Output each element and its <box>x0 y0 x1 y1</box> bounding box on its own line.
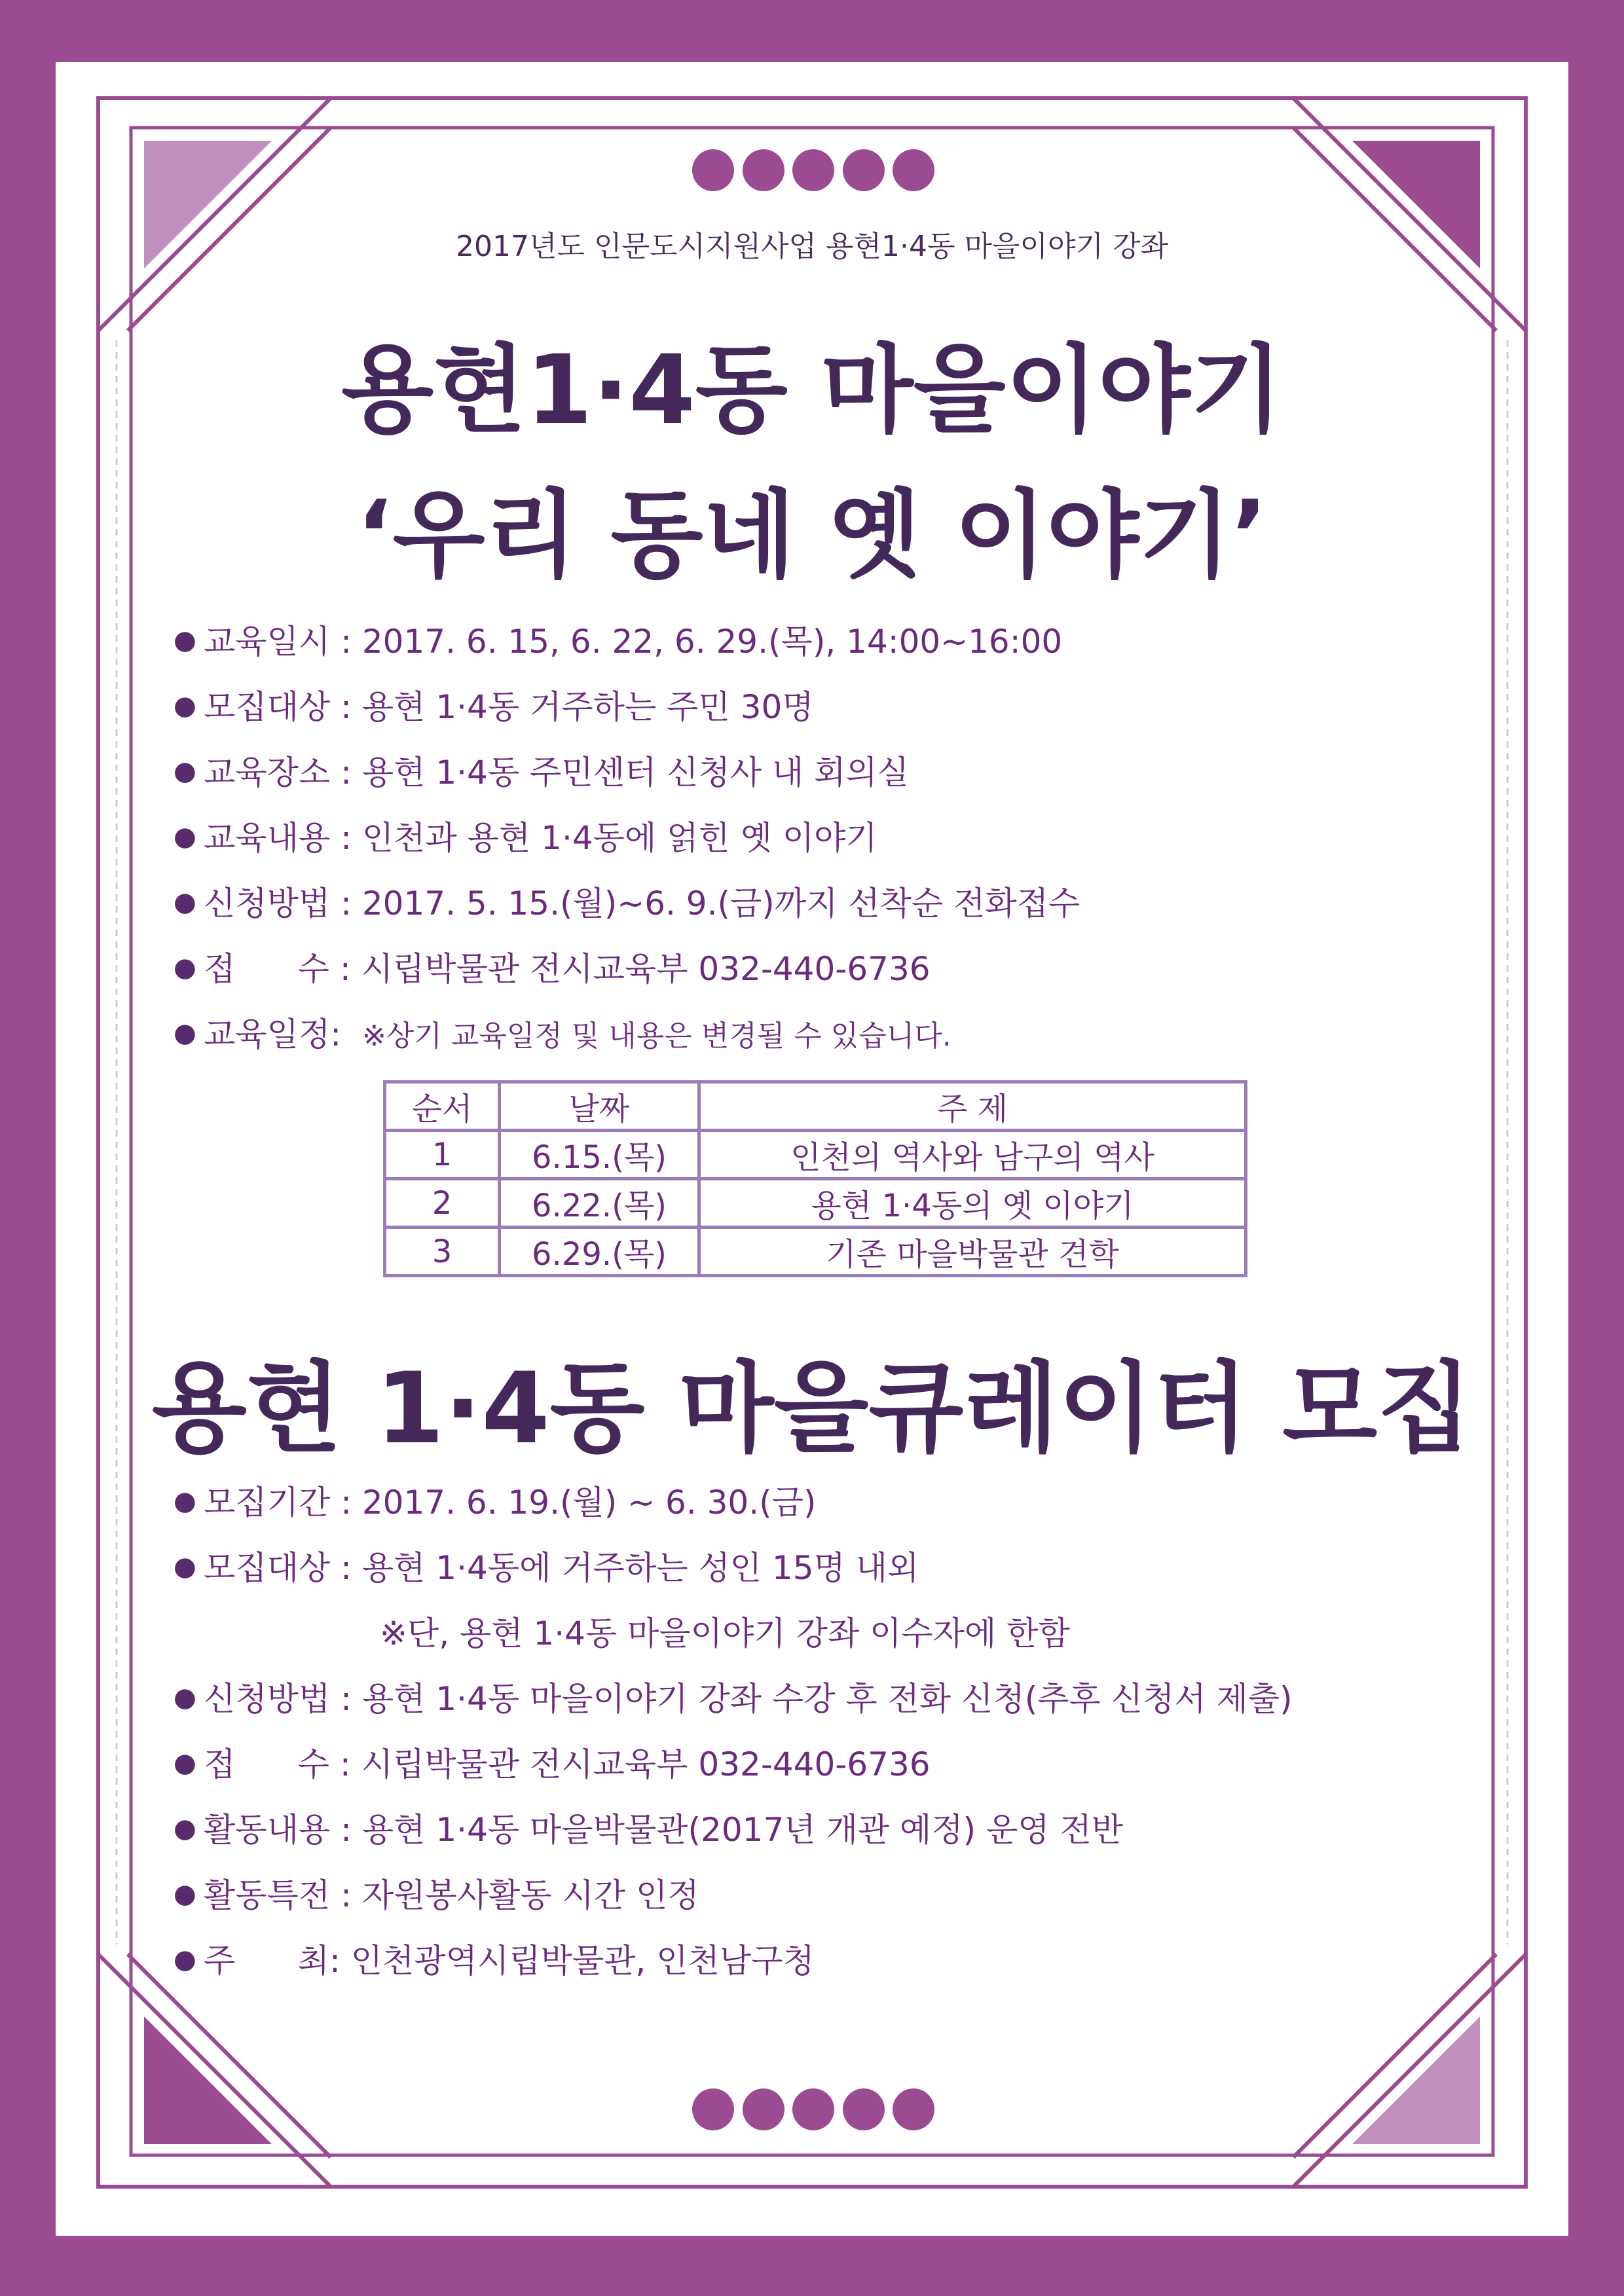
bullet-icon: ● <box>174 691 196 721</box>
info-label: 접 수 : <box>204 950 361 988</box>
table-cell: 6.15.(목) <box>500 1131 699 1179</box>
dot <box>893 149 934 191</box>
table-cell: 기존 마을박물관 견학 <box>699 1228 1246 1276</box>
info-value: 용현 1·4동에 거주하는 성인 15명 내외 <box>361 1549 919 1587</box>
bullet-icon: ● <box>174 822 196 852</box>
curator-line-target <box>174 1549 919 1587</box>
info-label: 교육내용 : <box>204 819 362 857</box>
info-value: 2017. 5. 15.(월)~6. 9.(금)까지 선착순 전화접수 <box>361 884 1080 922</box>
info-value: 인천광역시립박물관, 인천남구청 <box>350 1942 815 1980</box>
table-row <box>385 1228 1246 1276</box>
table-header-cell: 주 제 <box>699 1082 1246 1131</box>
curator-line-host <box>174 1942 815 1980</box>
bullet-icon: ● <box>174 953 196 983</box>
curator-line-apply <box>174 1680 1293 1718</box>
info-label: 활동특전 : <box>204 1876 362 1914</box>
main-title-line-1: 용현1·4동 마을이야기 <box>341 335 1283 446</box>
bullet-icon: ● <box>174 1748 196 1778</box>
table-cell: 2 <box>385 1179 500 1228</box>
table-row <box>385 1131 1246 1179</box>
info-line-place <box>174 754 910 792</box>
info-line-schedule <box>174 1015 951 1053</box>
info-line-content <box>174 819 877 857</box>
main-title-line-2: ‘우리 동네 옛 이야기’ <box>356 480 1268 591</box>
info-value: 용현 1·4동 마을박물관(2017년 개관 예정) 운영 전반 <box>361 1811 1124 1849</box>
bullet-icon: ● <box>174 625 196 655</box>
info-value: 인천과 용현 1·4동에 얽힌 옛 이야기 <box>361 819 877 857</box>
curator-line-note <box>380 1614 1070 1652</box>
bullet-icon: ● <box>174 1813 196 1844</box>
dot <box>692 149 734 191</box>
curator-title: 용현 1·4동 마을큐레이터 모집 <box>151 1352 1473 1466</box>
info-line-target <box>174 688 814 726</box>
info-label: 모집대상 : <box>204 688 362 726</box>
schedule-table <box>383 1080 1247 1277</box>
info-label: 주 최: <box>204 1942 351 1980</box>
dot <box>743 149 784 191</box>
bottom-dots <box>692 2088 934 2132</box>
info-value: 2017. 6. 15, 6. 22, 6. 29.(목), 14:00~16:00 <box>361 623 1063 661</box>
table-cell: 6.22.(목) <box>500 1179 699 1228</box>
bullet-icon: ● <box>174 1879 196 1909</box>
bullet-icon: ● <box>174 1018 196 1048</box>
info-value: ※단, 용현 1·4동 마을이야기 강좌 이수자에 한함 <box>380 1614 1070 1652</box>
info-label: 신청방법 : <box>204 884 362 922</box>
info-value: 용현 1·4동 거주하는 주민 30명 <box>361 688 814 726</box>
dot <box>843 2088 885 2130</box>
table-row <box>385 1179 1246 1228</box>
bullet-icon: ● <box>174 756 196 786</box>
dot <box>893 2088 934 2130</box>
info-label: 교육일정: <box>204 1015 362 1053</box>
info-label: 활동내용 : <box>204 1811 362 1849</box>
info-value: 용현 1·4동 마을이야기 강좌 수강 후 전화 신청(추후 신청서 제출) <box>361 1680 1293 1718</box>
table-cell: 3 <box>385 1228 500 1276</box>
dot <box>792 149 834 191</box>
bullet-icon: ● <box>174 1944 196 1975</box>
info-label: 신청방법 : <box>204 1680 362 1718</box>
curator-line-period <box>174 1484 817 1522</box>
table-cell: 1 <box>385 1131 500 1179</box>
info-value: 용현 1·4동 주민센터 신청사 내 회의실 <box>361 754 910 792</box>
info-line-contact <box>174 950 931 988</box>
dot <box>843 149 885 191</box>
table-header-row <box>385 1082 1246 1131</box>
curator-line-activity <box>174 1811 1124 1849</box>
info-label: 모집대상 : <box>204 1549 362 1587</box>
table-cell: 6.29.(목) <box>500 1228 699 1276</box>
info-value: ※상기 교육일정 및 내용은 변경될 수 있습니다. <box>361 1019 951 1053</box>
table-cell: 용현 1·4동의 옛 이야기 <box>699 1179 1246 1228</box>
info-value: 시립박물관 전시교육부 032-440-6736 <box>361 950 931 988</box>
info-value: 시립박물관 전시교육부 032-440-6736 <box>361 1745 931 1783</box>
bullet-icon: ● <box>174 1683 196 1713</box>
info-label: 교육장소 : <box>204 754 362 792</box>
dot <box>792 2088 834 2130</box>
dot <box>692 2088 734 2130</box>
curator-line-contact <box>174 1745 931 1783</box>
top-dots <box>692 149 934 192</box>
table-cell: 인천의 역사와 남구의 역사 <box>699 1131 1246 1179</box>
bullet-icon: ● <box>174 1486 196 1516</box>
info-line-apply <box>174 884 1080 922</box>
info-line-datetime <box>174 623 1063 661</box>
info-label: 접 수 : <box>204 1745 361 1783</box>
program-subtitle: 2017년도 인문도시지원사업 용현1·4동 마을이야기 강좌 <box>456 230 1168 263</box>
info-label: 모집기간 : <box>204 1484 362 1522</box>
table-header-cell: 날짜 <box>500 1082 699 1131</box>
info-value: 2017. 6. 19.(월) ~ 6. 30.(금) <box>361 1484 817 1522</box>
table-header-cell: 순서 <box>385 1082 500 1131</box>
bullet-icon: ● <box>174 1552 196 1582</box>
bullet-icon: ● <box>174 887 196 917</box>
dot <box>743 2088 784 2130</box>
info-label: 교육일시 : <box>204 623 362 661</box>
info-value: 자원봉사활동 시간 인정 <box>361 1876 699 1914</box>
curator-line-benefit <box>174 1876 699 1914</box>
